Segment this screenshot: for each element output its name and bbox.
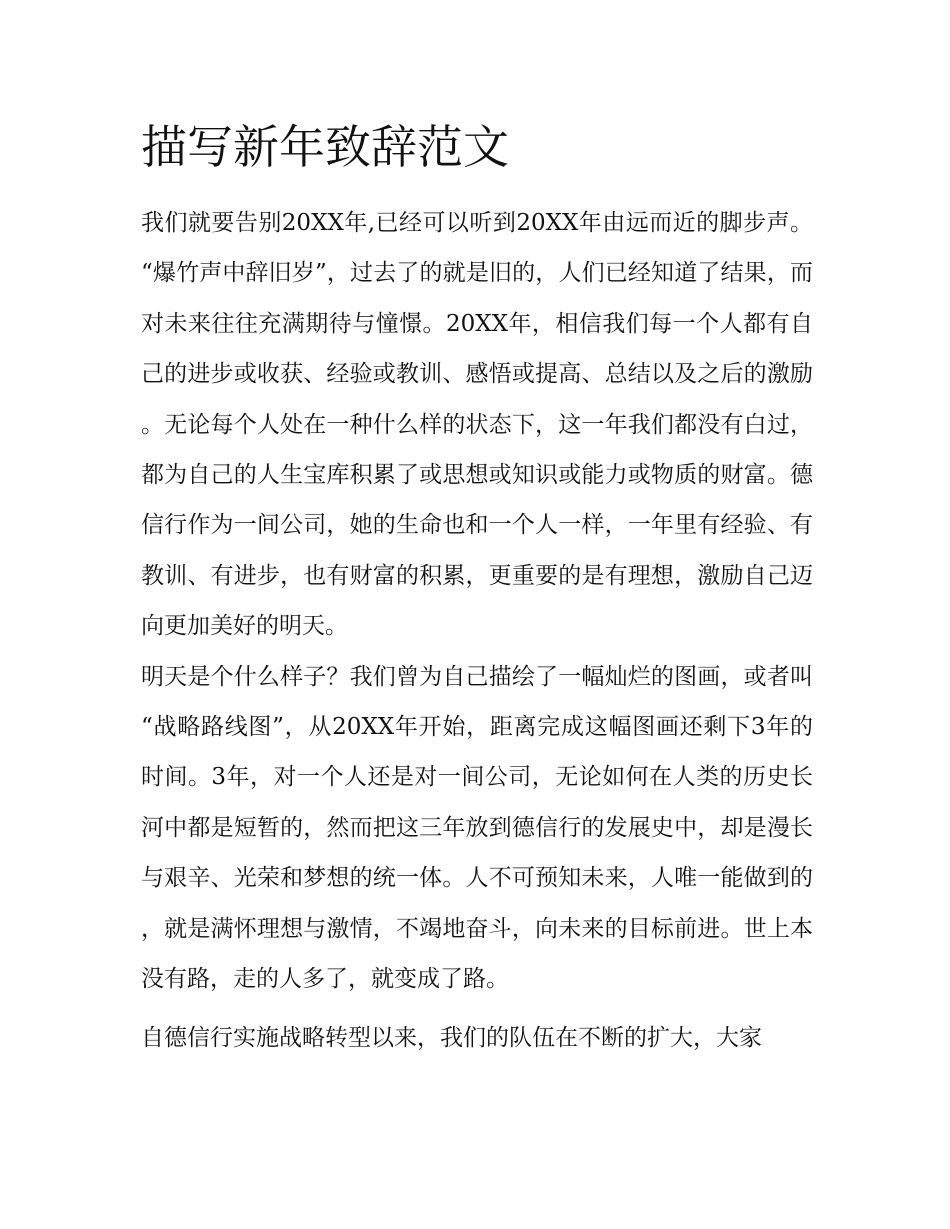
document-body [141,118,813,1063]
paragraph-1: 我们就要告别20XX年,已经可以听到20XX年由远而近的脚步声。“爆竹声中辞旧岁”，过去了的就是旧的，人们已经知道了结果，而对未来往往充满期待与憧憬。20XX年，相信我们每一个人都有自己的进步或收获、经验或教训、感悟或提高、总结以及之后的激励。无论每个人处在一种什么样的状态下，这一年我们都没有白过，都为自己的人生宝库积累了或思想或知识或能力或物质的财富。德信行作为一间公司，她的生命也和一个人一样，一年里有经验、有教训、有进步，也有财富的积累，更重要的是有理想，激励自己迈向更加美好的明天。 [141,210,813,640]
paragraph-3: 自德信行实施战略转型以来，我们的队伍在不断的扩大，大家 [141,1024,762,1051]
document-title: 描写新年致辞范文 [141,120,509,174]
paragraph-2: 明天是个什么样子？我们曾为自己描绘了一幅灿烂的图画，或者叫“战略路线图”，从20XX年开始，距离完成这幅图画还剩下3年的时间。3年，对一个人还是对一间公司，无论如何在人类的历史长河中都是短暂的，然而把这三年放到德信行的发展史中，却是漫长与艰辛、光荣和梦想的统一体。人不可预知未来，人唯一能做到的，就是满怀理想与激情，不竭地奋斗，向未来的目标前进。世上本没有路，走的人多了，就变成了路。 [141,663,813,993]
